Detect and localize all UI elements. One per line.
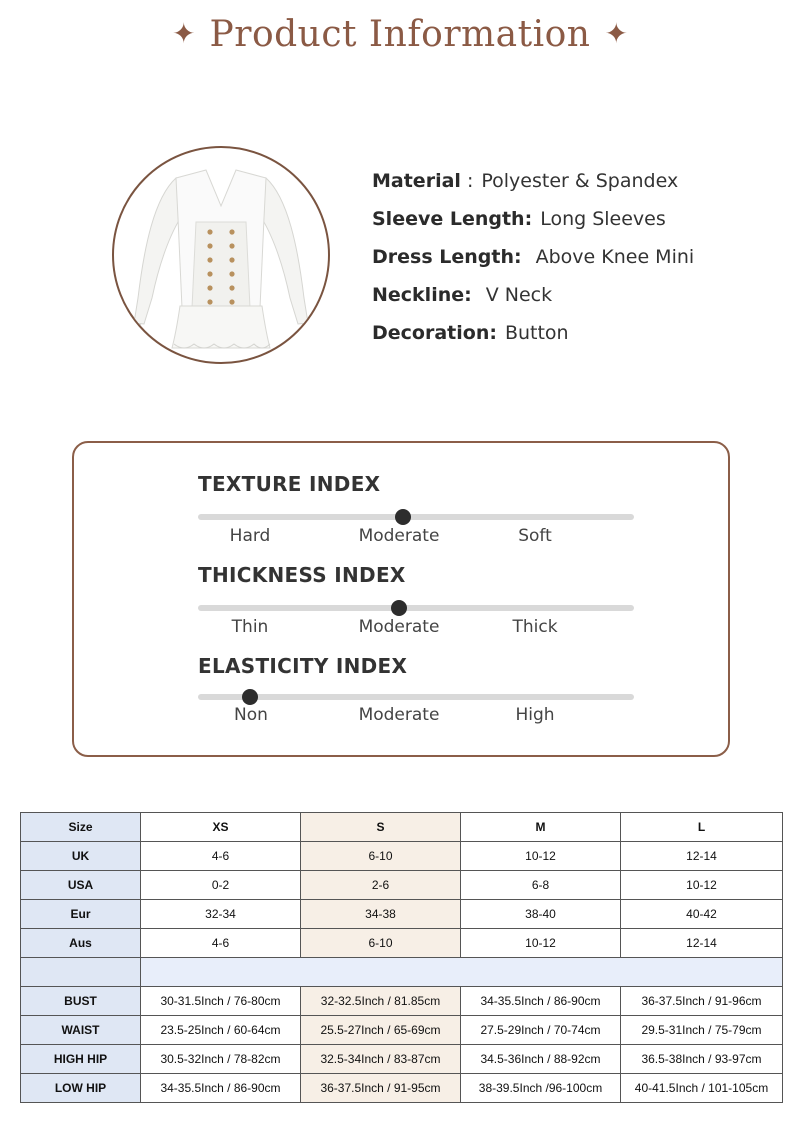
index-label-low: Hard [229, 526, 271, 546]
table-cell: 38-40 [461, 900, 621, 929]
spec-neckline [372, 280, 694, 318]
table-cell: 36-37.5Inch / 91-96cm [621, 987, 783, 1016]
size-chart-table [20, 812, 783, 1103]
table-header-cell: L [621, 813, 783, 842]
table-cell: 4-6 [141, 929, 301, 958]
index-track [198, 694, 634, 700]
table-cell: 30-31.5Inch / 76-80cm [141, 987, 301, 1016]
elasticity-index [198, 651, 634, 725]
product-specs [372, 166, 694, 356]
table-header-row [21, 813, 783, 842]
sparkle-icon: ✦ [604, 17, 628, 50]
table-separator-row [21, 958, 783, 987]
spec-value: Above Knee Mini [535, 246, 695, 268]
row-label: UK [21, 842, 141, 871]
index-label-high: High [515, 705, 555, 725]
table-header-cell: XS [141, 813, 301, 842]
spec-material [372, 166, 694, 204]
table-row [21, 1045, 783, 1074]
texture-index [198, 469, 634, 546]
table-cell: 2-6 [301, 871, 461, 900]
spec-key: Dress Length: [372, 246, 522, 268]
index-label-mid: Moderate [358, 705, 440, 725]
white-dress-icon [114, 148, 328, 362]
index-level-knob [391, 600, 407, 616]
spec-key: Material [372, 170, 461, 192]
table-cell: 32.5-34Inch / 83-87cm [301, 1045, 461, 1074]
table-row [21, 842, 783, 871]
table-row [21, 987, 783, 1016]
index-track [198, 605, 634, 611]
table-row [21, 871, 783, 900]
spec-decoration [372, 318, 694, 356]
table-cell: 29.5-31Inch / 75-79cm [621, 1016, 783, 1045]
table-cell: 25.5-27Inch / 65-69cm [301, 1016, 461, 1045]
table-cell: 34-35.5Inch / 86-90cm [461, 987, 621, 1016]
page-header [0, 14, 800, 55]
table-cell: 10-12 [461, 929, 621, 958]
index-label-low: Thin [231, 617, 269, 637]
separator-cell [21, 958, 141, 987]
spec-key: Sleeve Length: [372, 208, 533, 230]
table-cell: 38-39.5Inch /96-100cm [461, 1074, 621, 1103]
table-cell: 10-12 [621, 871, 783, 900]
table-cell: 23.5-25Inch / 60-64cm [141, 1016, 301, 1045]
index-label-high: Soft [518, 526, 552, 546]
spec-key: Neckline: [372, 284, 472, 306]
table-cell: 30.5-32Inch / 78-82cm [141, 1045, 301, 1074]
table-cell: 6-10 [301, 929, 461, 958]
table-cell: 40-42 [621, 900, 783, 929]
table-cell: 36-37.5Inch / 91-95cm [301, 1074, 461, 1103]
spec-value: Long Sleeves [540, 208, 666, 230]
row-label: WAIST [21, 1016, 141, 1045]
row-label: Aus [21, 929, 141, 958]
table-cell: 40-41.5Inch / 101-105cm [621, 1074, 783, 1103]
thickness-index [198, 560, 634, 637]
table-row [21, 1074, 783, 1103]
row-label: Eur [21, 900, 141, 929]
table-cell: 36.5-38Inch / 93-97cm [621, 1045, 783, 1074]
fabric-index-panel [72, 441, 730, 757]
index-level-knob [395, 509, 411, 525]
table-cell: 27.5-29Inch / 70-74cm [461, 1016, 621, 1045]
table-header-cell: Size [21, 813, 141, 842]
table-cell: 34-35.5Inch / 86-90cm [141, 1074, 301, 1103]
spec-value: Button [504, 322, 569, 344]
index-label-high: Thick [512, 617, 558, 637]
row-label: USA [21, 871, 141, 900]
table-cell: 12-14 [621, 929, 783, 958]
table-row [21, 1016, 783, 1045]
table-header-cell: S [301, 813, 461, 842]
product-photo [112, 146, 330, 364]
table-cell: 34.5-36Inch / 88-92cm [461, 1045, 621, 1074]
index-track [198, 514, 634, 520]
separator-cell [141, 958, 783, 987]
table-row [21, 900, 783, 929]
table-cell: 4-6 [141, 842, 301, 871]
table-cell: 0-2 [141, 871, 301, 900]
table-cell: 6-10 [301, 842, 461, 871]
index-label-mid: Moderate [358, 526, 440, 546]
index-level-knob [242, 689, 258, 705]
table-cell: 32-34 [141, 900, 301, 929]
sparkle-icon: ✦ [172, 17, 196, 50]
table-cell: 10-12 [461, 842, 621, 871]
index-title: TEXTURE INDEX [198, 472, 381, 496]
index-label-mid: Moderate [358, 617, 440, 637]
row-label: LOW HIP [21, 1074, 141, 1103]
row-label: BUST [21, 987, 141, 1016]
spec-value: V Neck [485, 284, 553, 306]
index-label-low: Non [234, 705, 268, 725]
spec-separator: : [460, 170, 474, 192]
page-title: Product Information [209, 14, 591, 55]
spec-dress-length [372, 242, 694, 280]
table-row [21, 929, 783, 958]
spec-sleeve-length [372, 204, 694, 242]
table-cell: 34-38 [301, 900, 461, 929]
index-title: ELASTICITY INDEX [198, 654, 408, 678]
table-cell: 12-14 [621, 842, 783, 871]
table-cell: 6-8 [461, 871, 621, 900]
spec-key: Decoration: [372, 322, 497, 344]
spec-value: Polyester & Spandex [481, 170, 679, 192]
table-header-cell: M [461, 813, 621, 842]
index-title: THICKNESS INDEX [198, 563, 406, 587]
row-label: HIGH HIP [21, 1045, 141, 1074]
table-cell: 32-32.5Inch / 81.85cm [301, 987, 461, 1016]
